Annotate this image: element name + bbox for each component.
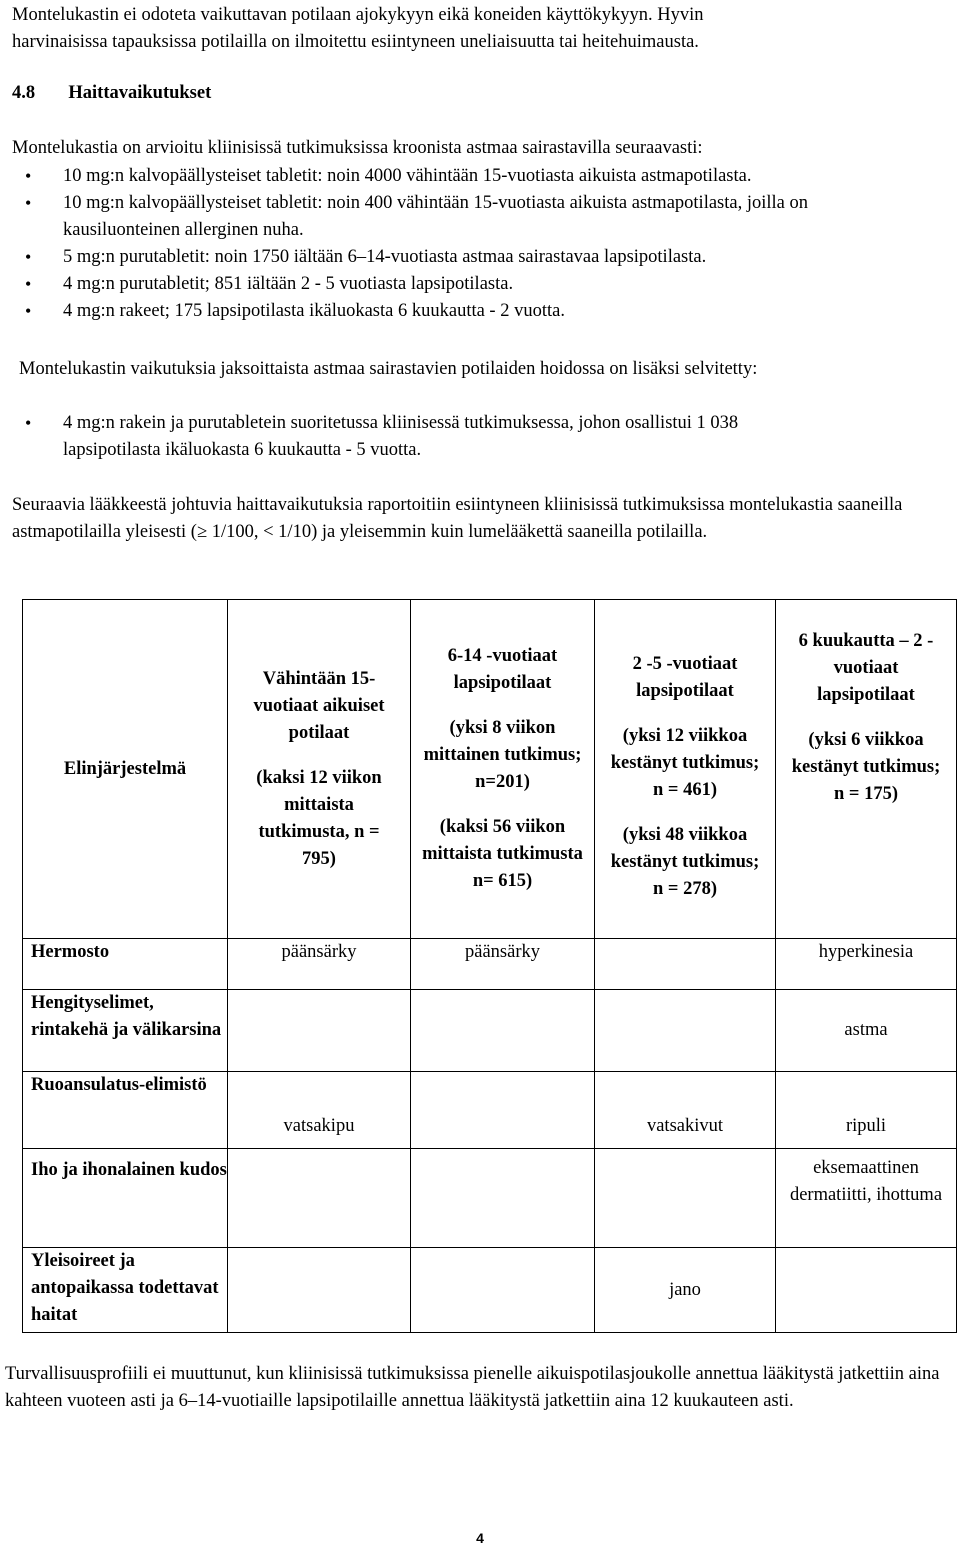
header-6m-2y-study: (yksi 6 viikkoa kestänyt tutkimus; n = 175) <box>791 730 941 804</box>
row-cell <box>776 1248 957 1333</box>
row-cell: vatsakipu <box>228 1072 411 1149</box>
list-item: • 5 mg:n purutabletit: noin 1750 iältään 6–14-vuotiasta astmaa sairastavaa lapsipotilasta. <box>25 244 925 271</box>
list-item: • 10 mg:n kalvopäällysteiset tabletit: noin 400 vähintään 15-vuotiasta aikuista astmapotilasta, joilla on kausiluonteinen allerginen nuha. <box>25 190 925 244</box>
row-system: Iho ja ihonalainen kudos <box>23 1149 228 1248</box>
row-cell <box>595 990 776 1072</box>
header-6-14 <box>411 600 595 939</box>
row-cell <box>411 990 595 1072</box>
row-cell <box>228 1149 411 1248</box>
list-item: • 4 mg:n rakeet; 175 lapsipotilasta ikäluokasta 6 kuukautta - 2 vuotta. <box>25 298 925 325</box>
header-adults-study: (kaksi 12 viikon mittaista tutkimusta, n = 795) <box>256 767 382 869</box>
paragraph-intermittent-asthma: Montelukastin vaikutuksia jaksoittaista astmaa sairastavien potilaiden hoidossa on lisäksi selvitetty: <box>19 359 758 379</box>
row-cell <box>228 1248 411 1333</box>
header-2-5 <box>595 600 776 939</box>
row-cell: astma <box>776 990 957 1072</box>
row-system: Hermosto <box>23 939 228 990</box>
header-6-14-study1: (yksi 8 viikon mittainen tutkimus; n=201) <box>423 718 582 792</box>
adverse-reactions-table <box>22 599 957 1333</box>
section-title: Haittavaikutukset <box>68 83 212 103</box>
row-system: Yleisoireet ja antopaikassa todettavat haitat <box>23 1248 228 1333</box>
row-cell: vatsakivut <box>595 1072 776 1149</box>
list-item: • 4 mg:n rakein ja purutabletein suoritetussa kliinisessä tutkimuksessa, johon osallistui 1 038 lapsipotilasta ikäluokasta 6 kuukautta - 5 vuotta. <box>25 410 835 464</box>
header-6m-2y <box>776 600 957 939</box>
row-cell <box>595 939 776 990</box>
table-row <box>23 1248 957 1333</box>
paragraph-adverse-intro: Seuraavia lääkkeestä johtuvia haittavaikutuksia raportoitiin esiintyneen kliinisissä tutkimuksissa montelukastia saaneilla astmapotilailla yleisesti (≥ 1/100, < 1/10) ja yleisemmin kuin lumelääkettä saaneilla potilailla. <box>12 495 903 542</box>
row-cell <box>411 1072 595 1149</box>
header-adults-title: Vähintään 15-vuotiaat aikuiset potilaat <box>253 668 385 743</box>
intro-line-2: harvinaisissa tapauksissa potilailla on ilmoitettu esiintyneen uneliaisuutta tai heitehuimausta. <box>12 32 699 52</box>
page-number: 4 <box>476 1530 484 1546</box>
list-item: • 4 mg:n purutabletit; 851 iältään 2 - 5 vuotiasta lapsipotilasta. <box>25 271 925 298</box>
header-6m-2y-title: 6 kuukautta – 2 -vuotiaat lapsipotilaat <box>798 631 934 705</box>
paragraph-safety-profile: Turvallisuusprofiili ei muuttunut, kun kliinisissä tutkimuksissa pienelle aikuispotilasjoukolle annettua lääkitystä jatkettiin aina kahteen vuoteen asti ja 6–14-vuotiaille lapsipotilaille annettua lääkitystä jatkettiin aina 12 kuukauteen asti. <box>5 1364 940 1411</box>
table-row <box>23 990 957 1072</box>
row-cell <box>411 1149 595 1248</box>
paragraph-study-overview: Montelukastia on arvioitu kliinisissä tutkimuksissa kroonista astmaa sairastavilla seuraavasti: <box>12 138 703 158</box>
row-cell <box>411 1248 595 1333</box>
header-2-5-study2: (yksi 48 viikkoa kestänyt tutkimus; n = 278) <box>610 825 760 899</box>
row-cell: ripuli <box>776 1072 957 1149</box>
table-header-row <box>23 600 957 939</box>
row-cell: hyperkinesia <box>776 939 957 990</box>
row-cell: jano <box>595 1248 776 1333</box>
intermittent-bullet-list <box>25 410 835 464</box>
header-6-14-study2: (kaksi 56 viikon mittaista tutkimusta n= 615) <box>422 817 583 891</box>
header-adults <box>228 600 411 939</box>
row-system: Hengityselimet, rintakehä ja välikarsina <box>23 990 228 1072</box>
section-heading <box>12 80 211 107</box>
row-cell <box>228 990 411 1072</box>
row-cell <box>595 1149 776 1248</box>
table-row <box>23 1149 957 1248</box>
header-system: Elinjärjestelmä <box>23 600 228 939</box>
study-bullet-list <box>25 163 925 325</box>
table-row <box>23 1072 957 1149</box>
intro-line-1: Montelukastin ei odoteta vaikuttavan potilaan ajokykyyn eikä koneiden käyttökykyyn. Hyvin <box>12 5 704 25</box>
header-2-5-title: 2 -5 -vuotiaat lapsipotilaat <box>632 654 738 701</box>
header-6-14-title: 6-14 -vuotiaat lapsipotilaat <box>447 646 558 693</box>
list-item: • 10 mg:n kalvopäällysteiset tabletit: noin 4000 vähintään 15-vuotiasta aikuista astmapotilasta. <box>25 163 925 190</box>
row-cell: päänsärky <box>228 939 411 990</box>
row-system: Ruoansulatus-elimistö <box>23 1072 228 1149</box>
row-cell: eksemaattinen dermatiitti, ihottuma <box>776 1149 957 1248</box>
section-number: 4.8 <box>12 83 36 103</box>
table-row <box>23 939 957 990</box>
header-2-5-study1: (yksi 12 viikkoa kestänyt tutkimus; n = 461) <box>610 726 760 800</box>
row-cell: päänsärky <box>411 939 595 990</box>
